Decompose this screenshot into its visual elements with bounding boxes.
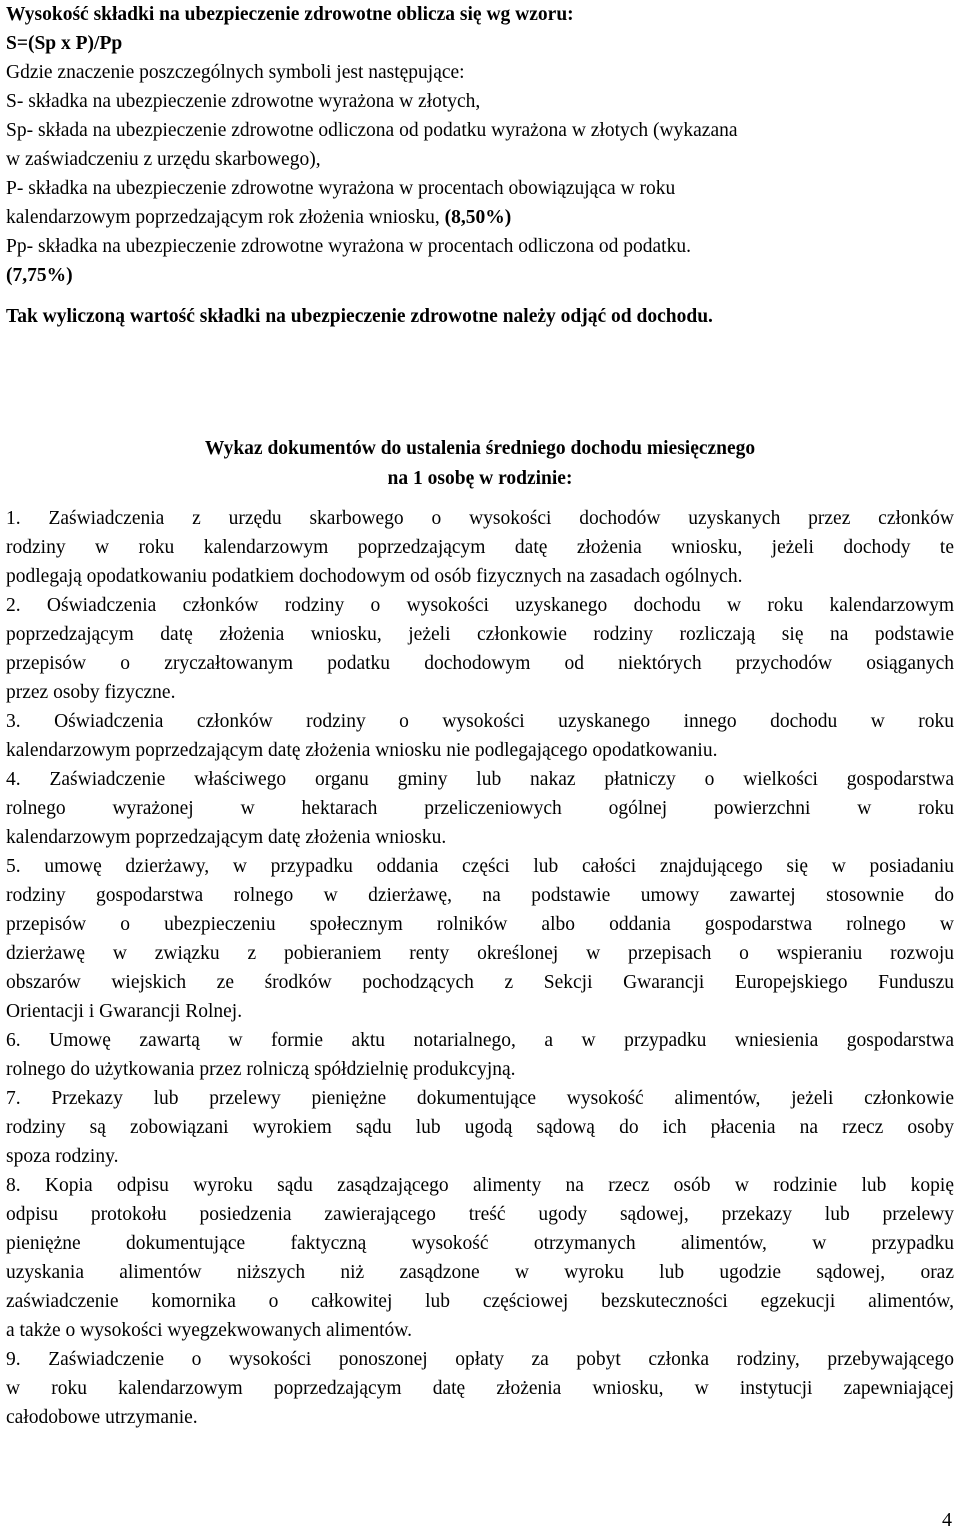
documents-heading-line2: na 1 osobę w rodzinie:	[387, 468, 573, 489]
list-item-line: spoza rodziny.	[6, 1146, 119, 1167]
formula-intro: Gdzie znaczenie poszczególnych symboli jest następujące:	[6, 62, 465, 83]
list-item-line: 1. Zaświadczenia z urzędu skarbowego o wysokości dochodów uzyskanych przez członków	[6, 508, 954, 529]
list-item	[6, 504, 954, 591]
list-item-line: całodobowe utrzymanie.	[6, 1407, 198, 1428]
list-item-line: 9. Zaświadczenie o wysokości ponoszonej opłaty za pobyt członka rodziny, przebywającego	[6, 1349, 954, 1370]
list-item-line: uzyskania alimentów niższych niż zasądzone w wyroku lub ugodzie sądowej, oraz	[6, 1262, 954, 1283]
list-item-line: rodziny w roku kalendarzowym poprzedzającym datę złożenia wniosku, jeżeli dochody te	[6, 537, 954, 558]
list-item-line: obszarów wiejskich ze środków pochodzących z Sekcji Gwarancji Europejskiego Funduszu	[6, 972, 954, 993]
list-item-line: poprzedzającym datę złożenia wniosku, jeżeli członkowie rodziny rozliczają się na podstawie	[6, 624, 954, 645]
list-item	[6, 707, 954, 765]
list-item-line: 5. umowę dzierżawy, w przypadku oddania części lub całości znajdującego się w posiadaniu	[6, 856, 954, 877]
documents-heading-line1: Wykaz dokumentów do ustalenia średniego dochodu miesięcznego	[204, 438, 756, 459]
list-item-line: w roku kalendarzowym poprzedzającym datę złożenia wniosku, w instytucji zapewniającej	[6, 1378, 954, 1399]
list-item-line: rodziny gospodarstwa rolnego w dzierżawę, na podstawie umowy zawartej stosownie do	[6, 885, 954, 906]
symbol-p-value: (8,50%)	[444, 207, 512, 228]
list-item-line: 2. Oświadczenia członków rodziny o wysokości uzyskanego dochodu w roku kalendarzowym	[6, 595, 954, 616]
formula-section	[6, 0, 954, 331]
list-item-line: Orientacji i Gwarancji Rolnej.	[6, 1001, 243, 1022]
symbol-pp-value: (7,75%)	[6, 265, 73, 286]
symbol-s-definition: S- składka na ubezpieczenie zdrowotne wyrażona w złotych,	[6, 91, 481, 112]
symbol-sp-definition-line2: w zaświadczeniu z urzędu skarbowego),	[6, 149, 321, 170]
list-item-line: 6. Umowę zawartą w formie aktu notarialnego, a w przypadku wniesienia gospodarstwa	[6, 1030, 954, 1051]
list-item	[6, 852, 954, 1026]
list-item-line: przez osoby fizyczne.	[6, 682, 176, 703]
document-page	[6, 0, 954, 1432]
list-item	[6, 1345, 954, 1432]
symbol-pp-definition: Pp- składka na ubezpieczenie zdrowotne wyrażona w procentach odliczona od podatku.	[6, 236, 691, 257]
list-item	[6, 765, 954, 852]
list-item-line: dzierżawę w związku z pobieraniem renty określonej w przepisach o wspieraniu rozwoju	[6, 943, 954, 964]
deduction-note: Tak wyliczoną wartość składki na ubezpieczenie zdrowotne należy odjąć od dochodu.	[6, 306, 713, 327]
formula-title: Wysokość składki na ubezpieczenie zdrowotne oblicza się wg wzoru:	[6, 4, 574, 25]
list-item-line: przepisów o zryczałtowanym podatku dochodowym od niektórych przychodów osiąganych	[6, 653, 954, 674]
list-item-line: zaświadczenie komornika o całkowitej lub częściowej bezskuteczności egzekucji alimentów,	[6, 1291, 954, 1312]
list-item-line: 8. Kopia odpisu wyroku sądu zasądzającego alimenty na rzecz osób w rodzinie lub kopię	[6, 1175, 954, 1196]
list-item-line: rodziny są zobowiązani wyrokiem sądu lub ugodą sądową do ich płacenia na rzecz osoby	[6, 1117, 954, 1138]
symbol-p-definition-line1: P- składka na ubezpieczenie zdrowotne wyrażona w procentach obowiązująca w roku	[6, 178, 676, 199]
list-item	[6, 1026, 954, 1084]
list-item	[6, 1084, 954, 1171]
list-item-line: przepisów o ubezpieczeniu społecznym rolników albo oddania gospodarstwa rolnego w	[6, 914, 954, 935]
list-item-line: a także o wysokości wyegzekwowanych alimentów.	[6, 1320, 412, 1341]
documents-heading	[6, 434, 954, 494]
list-item-line: pieniężne dokumentujące faktyczną wysokość otrzymanych alimentów, w przypadku	[6, 1233, 954, 1254]
list-item-line: rolnego do użytkowania przez rolniczą spółdzielnię produkcyjną.	[6, 1059, 516, 1080]
documents-list	[6, 504, 954, 1432]
list-item-line: kalendarzowym poprzedzającym datę złożenia wniosku.	[6, 827, 447, 848]
list-item	[6, 1171, 954, 1345]
list-item	[6, 591, 954, 707]
symbol-sp-definition-line1: Sp- składa na ubezpieczenie zdrowotne odliczona od podatku wyrażona w złotych (wykazana	[6, 120, 738, 141]
list-item-line: 7. Przekazy lub przelewy pieniężne dokumentujące wysokość alimentów, jeżeli członkowie	[6, 1088, 954, 1109]
list-item-line: podlegają opodatkowaniu podatkiem dochodowym od osób fizycznych na zasadach ogólnych.	[6, 566, 743, 587]
list-item-line: 3. Oświadczenia członków rodziny o wysokości uzyskanego innego dochodu w roku	[6, 711, 954, 732]
formula-expression: S=(Sp x P)/Pp	[6, 33, 123, 54]
list-item-line: 4. Zaświadczenie właściwego organu gminy lub nakaz płatniczy o wielkości gospodarstwa	[6, 769, 954, 790]
list-item-line: rolnego wyrażonej w hektarach przeliczeniowych ogólnej powierzchni w roku	[6, 798, 954, 819]
symbol-p-definition-text: kalendarzowym poprzedzającym rok złożenia wniosku,	[6, 207, 440, 228]
symbol-p-definition-line2	[6, 203, 954, 232]
page-number: 4	[942, 1509, 952, 1531]
list-item-line: kalendarzowym poprzedzającym datę złożenia wniosku nie podlegającego opodatkowaniu.	[6, 740, 718, 761]
list-item-line: odpisu protokołu posiedzenia zawierającego treść ugody sądowej, przekazy lub przelewy	[6, 1204, 954, 1225]
